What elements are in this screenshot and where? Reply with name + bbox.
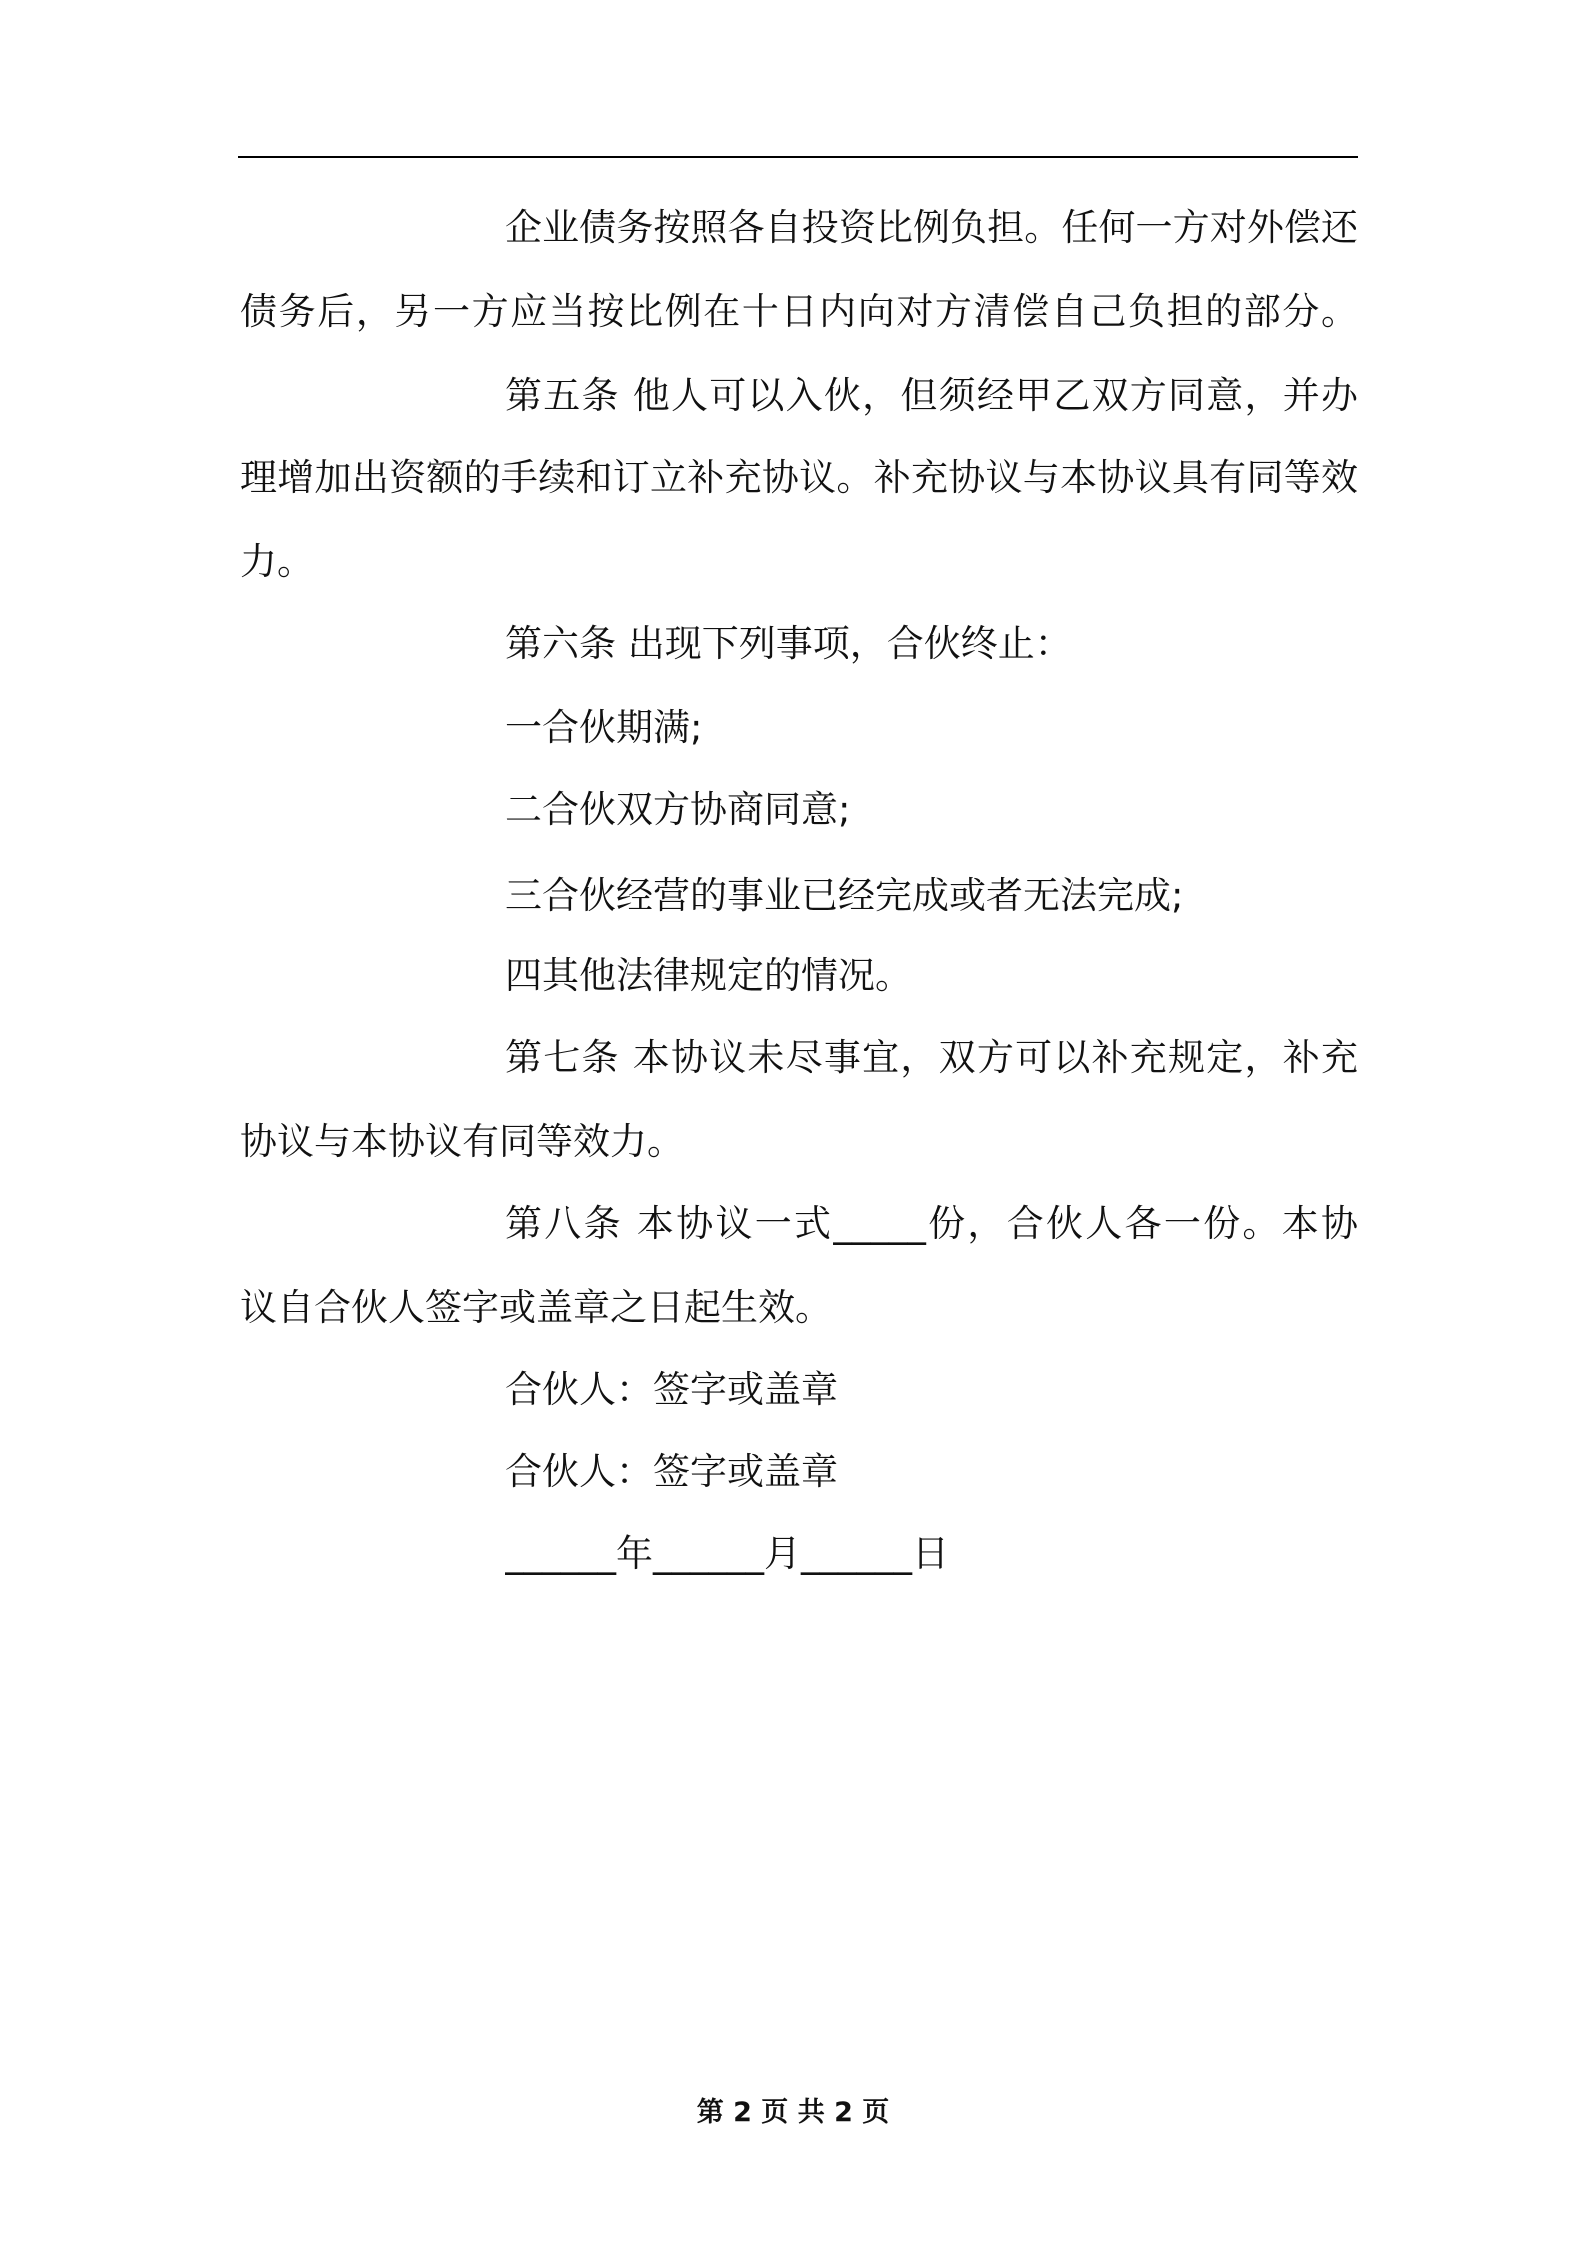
paragraph-line: 理增加出资额的手续和订立补充协议。补充协议与本协议具有同等效 xyxy=(240,456,1358,499)
article-6-line: 第六条 出现下列事项，合伙终止： xyxy=(505,622,1072,665)
signature-line: 合伙人：签字或盖章 xyxy=(505,1368,838,1411)
list-item: 二合伙双方协商同意; xyxy=(505,788,851,831)
list-item: 三合伙经营的事业已经完成或者无法完成; xyxy=(505,874,1184,917)
paragraph-line: 协议与本协议有同等效力。 xyxy=(240,1120,684,1163)
list-item: 一合伙期满; xyxy=(505,706,703,749)
header-rule xyxy=(238,156,1358,158)
paragraph-line: 议自合伙人签字或盖章之日起生效。 xyxy=(240,1286,832,1329)
paragraph-line: 债务后，另一方应当按比例在十日内向对方清偿自己负担的部分。 xyxy=(240,290,1358,333)
paragraph-line: 企业债务按照各自投资比例负担。任何一方对外偿还 xyxy=(505,206,1358,249)
article-5-line: 第五条 他人可以入伙，但须经甲乙双方同意，并办 xyxy=(505,374,1358,417)
date-line: ______年______月______日 xyxy=(505,1532,949,1575)
article-8-line: 第八条 本协议一式_____份，合伙人各一份。本协 xyxy=(505,1202,1358,1245)
paragraph-line: 力。 xyxy=(240,540,314,583)
article-7-line: 第七条 本协议未尽事宜，双方可以补充规定，补充 xyxy=(505,1036,1358,1079)
signature-line: 合伙人：签字或盖章 xyxy=(505,1450,838,1493)
list-item: 四其他法律规定的情况。 xyxy=(505,954,912,997)
page-footer: 第 2 页 共 2 页 xyxy=(696,2097,890,2128)
